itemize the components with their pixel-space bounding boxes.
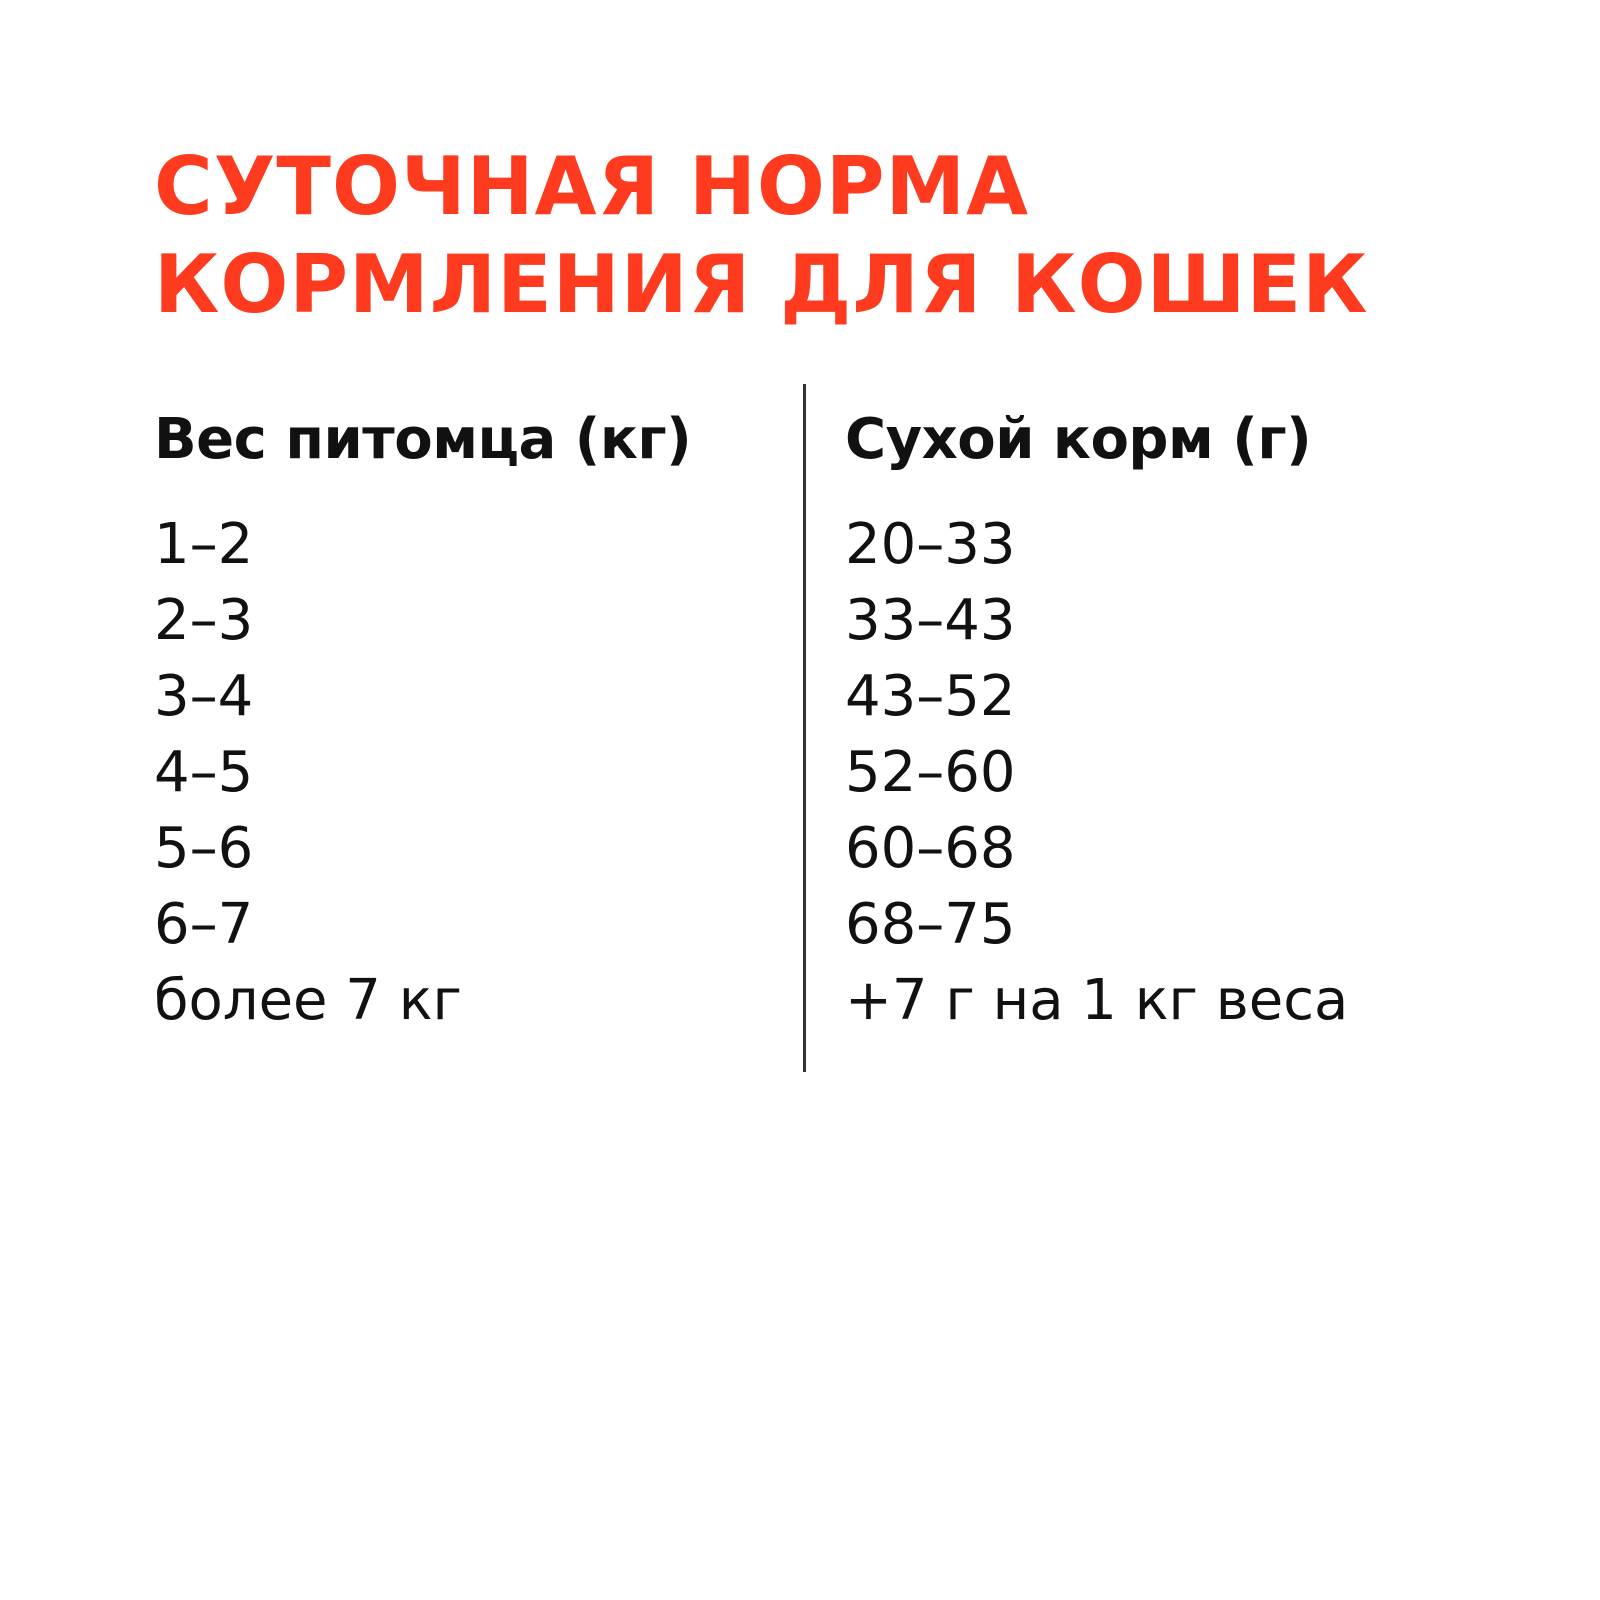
weight-list: [154, 507, 691, 1039]
food-cell: 20–33: [845, 512, 1016, 577]
weight-cell: 3–4: [154, 664, 254, 729]
weight-cell: 4–5: [154, 740, 254, 805]
food-cell: 68–75: [845, 892, 1016, 957]
weight-cell: более 7 кг: [154, 968, 462, 1033]
food-cell: 60–68: [845, 816, 1016, 881]
column-divider: [803, 384, 806, 1072]
food-list: [845, 507, 1348, 1039]
weight-cell: 6–7: [154, 892, 254, 957]
food-cell: 43–52: [845, 664, 1016, 729]
weight-cell: 2–3: [154, 588, 254, 653]
food-cell: 33–43: [845, 588, 1016, 653]
weight-cell: 5–6: [154, 816, 254, 881]
food-cell: 52–60: [845, 740, 1016, 805]
weight-column: [154, 395, 691, 1039]
food-cell: +7 г на 1 кг веса: [845, 968, 1349, 1033]
title-line-2: КОРМЛЕНИЯ ДЛЯ КОШЕК: [154, 238, 1369, 331]
food-column: [845, 395, 1348, 1039]
weight-cell: 1–2: [154, 512, 254, 577]
page-title: [154, 138, 1369, 334]
food-column-header: Сухой корм (г): [845, 407, 1312, 472]
weight-column-header: Вес питомца (кг): [154, 407, 692, 472]
title-line-1: СУТОЧНАЯ НОРМА: [154, 140, 1030, 233]
